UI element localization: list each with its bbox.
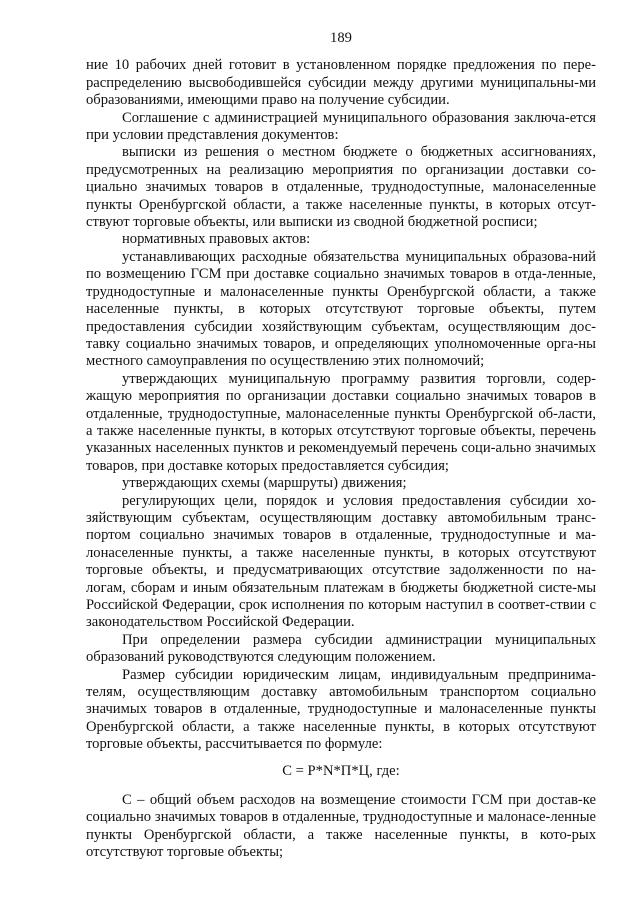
paragraph-subsidy-formula-intro: Размер субсидии юридическим лицам, индивидуальным предпринима-телям, осуществляющим доставку автомобильным транспортом социально значимых товаров в отдаленные, труднодоступные и малонаселенные пункты Оренбургской области, а также населенные пункты, в которых отсутствуют торговые объекты, рассчитывается по формуле: [86,666,596,753]
paragraph-subsidy-size-rule: При определении размера субсидии администрации муниципальных образований руководствуются следующим положением. [86,631,596,666]
subsidy-formula: С = Р*N*П*Ц, где: [282,762,400,779]
paragraph-agreement: Соглашение с администрацией муниципального образования заключа-ется при условии представления документов: [86,109,596,144]
paragraph-route-schemes: утверждающих схемы (маршруты) движения; [122,475,407,492]
document-page [86,30,596,862]
paragraph-budget-extract: выписки из решения о местном бюджете о бюджетных ассигнованиях, предусмотренных на реализацию мероприятия по организации доставки со-циально значимых товаров в отдаленные, труднодоступные, малонаселенные пункты Оренбургской области, а также населенные пункты, в которых отсут-ствуют торговые объекты, или выписки из сводной бюджетной росписи; [86,144,596,231]
paragraph-trade-program: утверждающих муниципальную программу развития торговли, содер-жащую мероприятия по организации доставки социально значимых товаров в отдаленные, труднодоступные, малонаселенные пункты Оренбургской об-ласти, а также населенные пункты, в которых отсутствуют торговые объекты, перечень указанных населенных пунктов и рекомендуемый перечень соци-ально значимых товаров, при доставке которых предоставляется субсидия; [86,370,596,474]
page-number: 189 [330,30,352,46]
paragraph-formula-definition-c: С – общий объем расходов на возмещение стоимости ГСМ при достав-ке социально значимых товаров в отдаленные, труднодоступные и малонасе-ленные пункты Оренбургской области, а также населенные пункты, в кото-рых отсутствуют торговые объекты; [86,792,596,861]
paragraph-legal-acts: нормативных правовых актов: [122,231,311,248]
paragraph-continuation: ние 10 рабочих дней готовит в установленном порядке предложения по пере-распределению высвободившейся субсидии между другими муниципальны-ми образованиями, имеющими право на получение субсидии. [86,57,596,109]
paragraph-subsidy-conditions: регулирующих цели, порядок и условия предоставления субсидии хо-зяйствующим субъектам, осуществляющим доставку автомобильным транс-портом социально значимых товаров в отдаленные, труднодоступные и ма-лонаселенные пункты, а также населенные пункты, в которых отсутствуют торговые объекты, и предусматривающих отсутствие задолженности по на-логам, сборам и иным обязательным платежам в бюджеты бюджетной систе-мы Российской Федерации, срок исполнения по которым наступил в соответ-ствии с законодательством Российской Федерации. [86,492,596,631]
paragraph-expenditure-obligations: устанавливающих расходные обязательства муниципальных образова-ний по возмещению ГСМ при доставке социально значимых товаров в отда-ленные, труднодоступные и малонаселенные пункты Оренбургской области, а также населенные пункты, в которых отсутствуют торговые объекты, путем предоставления субсидии хозяйствующим субъектам, осуществляющим дос-тавку социально значимых товаров, и определяющих уполномоченные орга-ны местного самоуправления по осуществлению этих полномочий; [86,248,596,370]
